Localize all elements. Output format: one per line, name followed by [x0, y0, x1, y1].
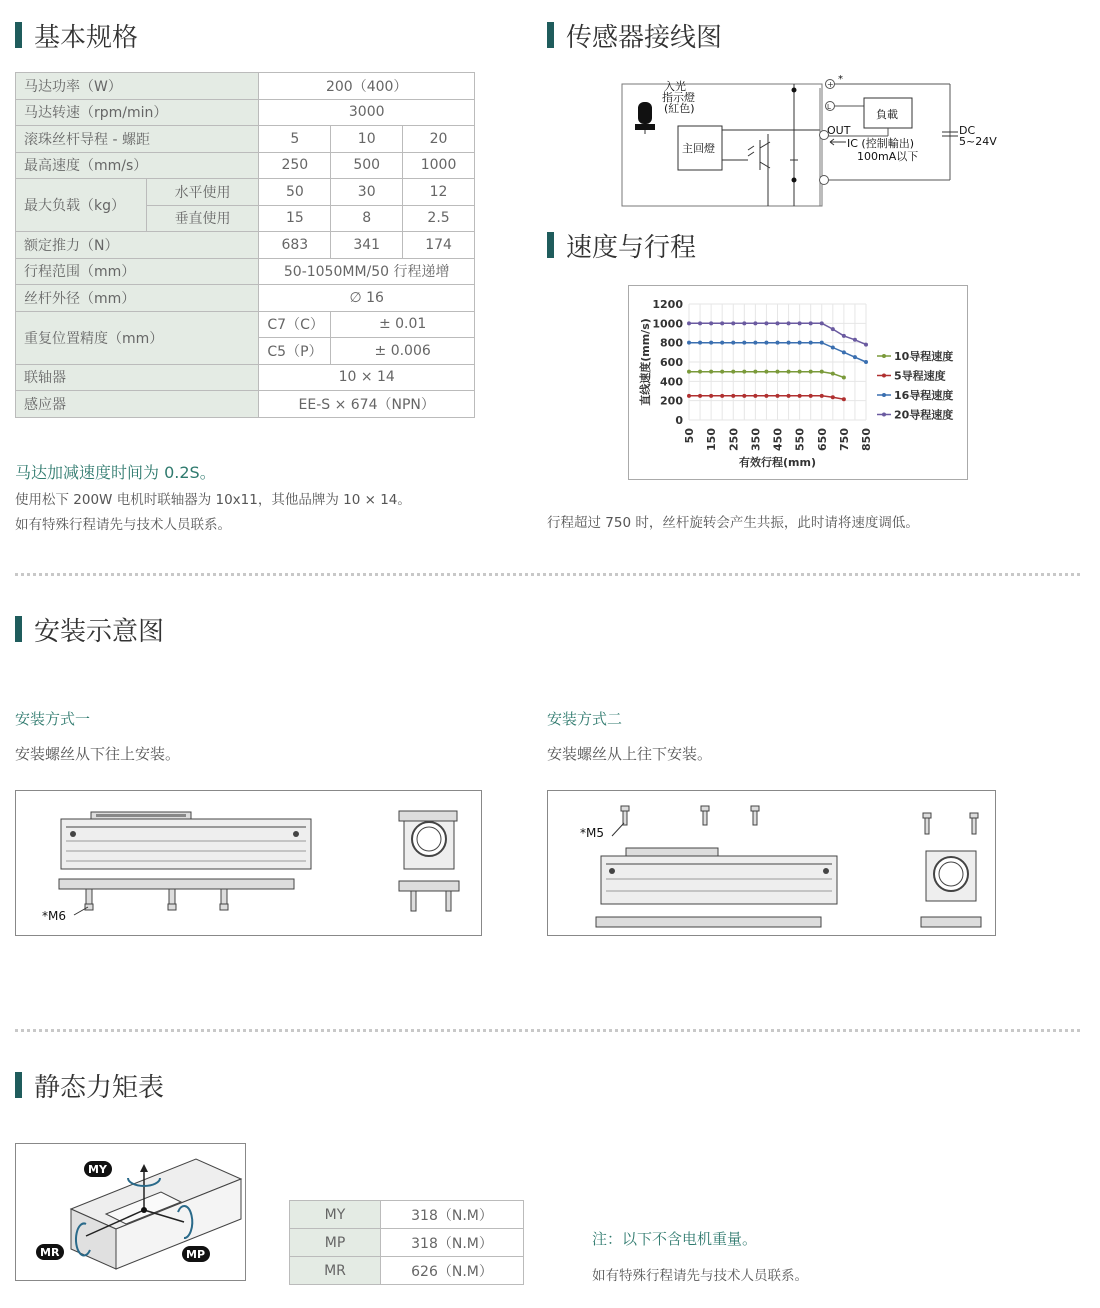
data-point: [698, 321, 702, 325]
table-row: 联轴器 10 × 14: [16, 364, 475, 391]
data-point: [742, 321, 746, 325]
data-point: [753, 370, 757, 374]
y-tick-label: 0: [675, 414, 683, 427]
legend-label: 20导程速度: [894, 408, 954, 422]
x-axis-label: 有效行程(mm): [739, 456, 816, 469]
x-tick-label: 750: [837, 428, 851, 451]
data-point: [820, 321, 824, 325]
data-point: [798, 321, 802, 325]
data-point: [864, 343, 868, 347]
data-point: [764, 321, 768, 325]
legend-marker: [882, 393, 886, 397]
svg-text:*M6: *M6: [42, 909, 66, 923]
y-tick-label: 1200: [652, 298, 683, 311]
y-tick-label: 800: [660, 336, 683, 350]
coupling-note: 使用松下 200W 电机时联轴器为 10x11，其他品牌为 10 × 14。: [15, 492, 411, 508]
table-row: 额定推力（N） 683 341 174: [16, 232, 475, 259]
data-point: [764, 370, 768, 374]
install-method1-title: 安装方式一: [15, 710, 91, 728]
data-point: [764, 341, 768, 345]
data-point: [687, 321, 691, 325]
data-point: [820, 394, 824, 398]
data-point: [731, 341, 735, 345]
svg-text:OUT: OUT: [827, 124, 851, 137]
data-point: [798, 341, 802, 345]
data-point: [831, 327, 835, 331]
data-point: [787, 341, 791, 345]
data-point: [698, 370, 702, 374]
table-row: 感应器 EE-S × 674（NPN）: [16, 391, 475, 418]
moment-table: [289, 1200, 524, 1285]
y-tick-label: 600: [660, 356, 683, 369]
data-point: [820, 341, 824, 345]
speed-chart: [629, 286, 967, 479]
svg-text:+: +: [827, 80, 834, 89]
svg-text:*: *: [838, 74, 843, 85]
data-point: [742, 370, 746, 374]
data-point: [842, 375, 846, 379]
svg-text:DC: DC: [959, 124, 976, 137]
data-point: [698, 341, 702, 345]
divider: [15, 1029, 1080, 1032]
data-point: [831, 372, 835, 376]
table-row: MP 318（N.M）: [290, 1229, 524, 1257]
table-row: 行程范围（mm） 50-1050MM/50 行程递增: [16, 258, 475, 285]
moment-contact: 如有特殊行程请先与技术人员联系。: [592, 1268, 808, 1284]
y-tick-label: 400: [660, 375, 683, 389]
section-title-basic-spec: 基本规格: [15, 18, 138, 52]
legend-label: 16导程速度: [894, 389, 954, 402]
data-point: [864, 360, 868, 364]
x-tick-label: 550: [793, 428, 807, 451]
y-tick-label: 200: [660, 394, 683, 408]
data-point: [853, 338, 857, 342]
data-point: [720, 341, 724, 345]
data-point: [787, 394, 791, 398]
x-tick-label: 350: [749, 428, 763, 451]
data-point: [709, 321, 713, 325]
legend-marker: [882, 354, 886, 358]
data-point: [731, 370, 735, 374]
table-row: C5（P） ± 0.006: [16, 338, 475, 365]
wiring-diagram: [620, 70, 1020, 215]
indicator-lamp-icon: [638, 102, 652, 124]
x-tick-label: 250: [727, 428, 741, 451]
table-row: 滚珠丝杆导程 - 螺距 5 10 20: [16, 126, 475, 153]
data-point: [709, 341, 713, 345]
data-point: [720, 321, 724, 325]
x-tick-label: 450: [771, 428, 785, 451]
table-row: 垂直使用 15 8 2.5: [16, 205, 475, 232]
speed-chart-frame: [628, 285, 968, 480]
y-tick-label: 1000: [652, 317, 683, 331]
legend-label: 10导程速度: [894, 350, 954, 363]
data-point: [776, 394, 780, 398]
legend-marker: [882, 413, 886, 417]
data-point: [809, 341, 813, 345]
data-point: [809, 321, 813, 325]
table-row: 重复位置精度（mm） C7（C） ± 0.01: [16, 311, 475, 338]
data-point: [764, 394, 768, 398]
install-method1-desc: 安装螺丝从下往上安装。: [15, 745, 181, 763]
data-point: [776, 321, 780, 325]
install-method2-desc: 安装螺丝从上往下安装。: [547, 745, 713, 763]
svg-text:MP: MP: [186, 1248, 206, 1261]
data-point: [709, 394, 713, 398]
x-tick-label: 150: [705, 428, 719, 451]
divider: [15, 573, 1080, 576]
section-title-static-moment: 静态力矩表: [15, 1068, 164, 1102]
svg-text:負載: 負載: [876, 108, 898, 121]
contact-note: 如有特殊行程请先与技术人员联系。: [15, 517, 231, 533]
data-point: [787, 321, 791, 325]
accel-note: 马达加减速度时间为 0.2S。: [15, 463, 216, 482]
data-point: [820, 370, 824, 374]
table-row: 最高速度（mm/s） 250 500 1000: [16, 152, 475, 179]
data-point: [776, 370, 780, 374]
install-method2-drawing: [547, 790, 996, 936]
svg-text:(紅色): (紅色): [664, 102, 695, 115]
install-method1-drawing: [15, 790, 482, 936]
svg-text:指示燈: 指示燈: [662, 91, 695, 104]
table-row: MY 318（N.M）: [290, 1201, 524, 1229]
speed-note: 行程超过 750 时，丝杆旋转会产生共振，此时请将速度调低。: [547, 515, 919, 531]
data-point: [842, 397, 846, 401]
svg-text:L: L: [827, 103, 831, 111]
svg-text:MR: MR: [40, 1246, 60, 1259]
data-point: [853, 355, 857, 359]
data-point: [842, 334, 846, 338]
data-point: [831, 346, 835, 350]
section-title-install: 安装示意图: [15, 612, 164, 646]
table-row: 丝杆外径（mm） ∅ 16: [16, 285, 475, 312]
data-point: [831, 395, 835, 399]
data-point: [687, 341, 691, 345]
data-point: [798, 394, 802, 398]
table-row: MR 626（N.M）: [290, 1257, 524, 1285]
data-point: [787, 370, 791, 374]
data-point: [742, 394, 746, 398]
moment-diagram: [15, 1143, 246, 1281]
x-tick-label: 850: [860, 428, 873, 451]
data-point: [742, 341, 746, 345]
spec-table: [15, 72, 475, 418]
legend-label: 5导程速度: [894, 369, 946, 383]
y-axis-label: 直线速度(mm/s): [639, 318, 652, 406]
section-title-speed-stroke: 速度与行程: [547, 228, 696, 262]
legend-marker: [882, 374, 886, 378]
data-point: [842, 350, 846, 354]
svg-text:*M5: *M5: [580, 826, 604, 840]
svg-text:IC (控制輸出): IC (控制輸出): [847, 137, 915, 150]
data-point: [731, 394, 735, 398]
data-point: [720, 394, 724, 398]
data-point: [687, 370, 691, 374]
x-tick-label: 50: [683, 428, 696, 444]
data-point: [798, 370, 802, 374]
data-point: [720, 370, 724, 374]
table-row: 马达功率（W） 200（400）: [16, 73, 475, 100]
install-method2-title: 安装方式二: [547, 710, 623, 728]
x-tick-label: 650: [815, 428, 829, 451]
data-point: [709, 370, 713, 374]
svg-text:100mA以下: 100mA以下: [857, 150, 919, 163]
svg-text:5~24V: 5~24V: [959, 135, 997, 148]
data-point: [776, 341, 780, 345]
moment-note: 注：以下不含电机重量。: [592, 1230, 758, 1248]
data-point: [687, 394, 691, 398]
data-point: [809, 394, 813, 398]
svg-text:MY: MY: [88, 1163, 107, 1176]
data-point: [753, 341, 757, 345]
svg-text:主回燈: 主回燈: [682, 142, 715, 155]
data-point: [809, 370, 813, 374]
data-point: [753, 394, 757, 398]
section-title-sensor-wiring: 传感器接线图: [547, 18, 722, 52]
table-row: 马达转速（rpm/min） 3000: [16, 99, 475, 126]
svg-text:入光: 入光: [664, 80, 686, 93]
data-point: [731, 321, 735, 325]
data-point: [698, 394, 702, 398]
table-row: 最大负载（kg） 水平使用 50 30 12: [16, 179, 475, 206]
data-point: [753, 321, 757, 325]
